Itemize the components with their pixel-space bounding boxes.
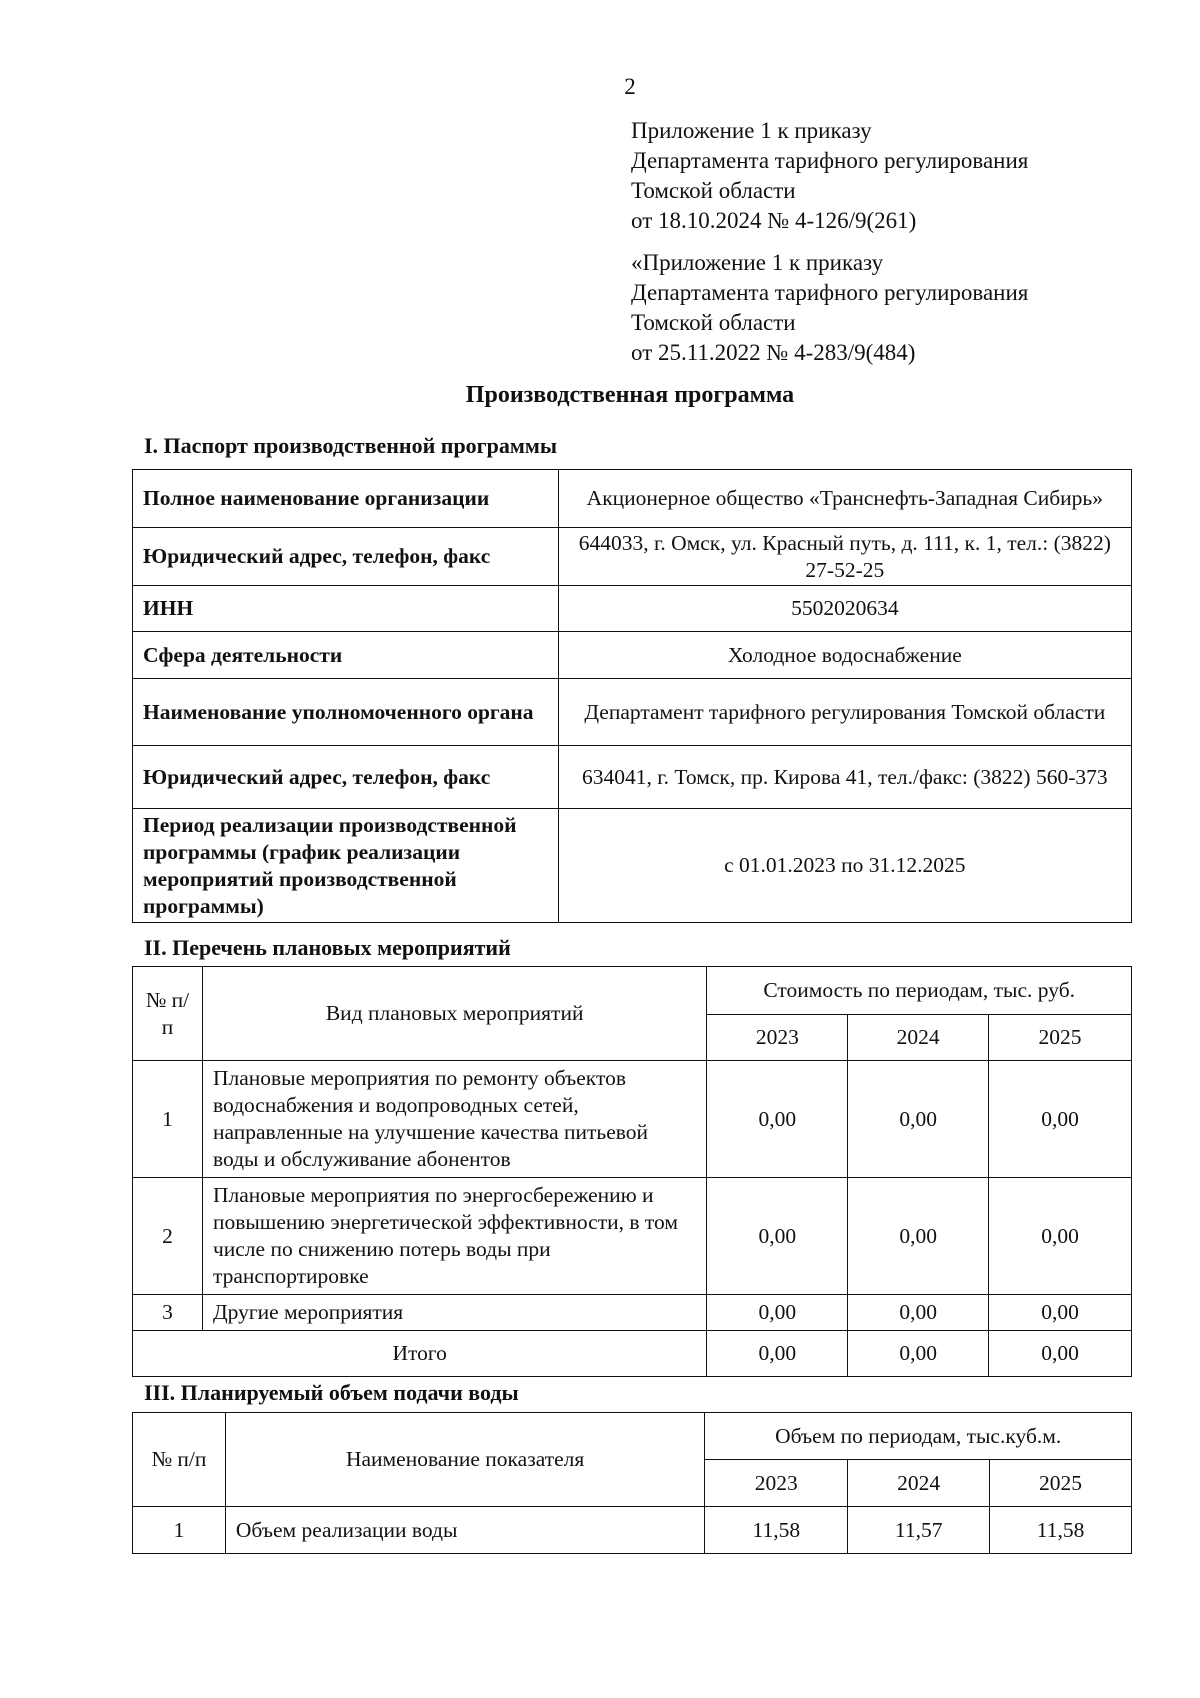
appendix-line: Томской области [631,310,796,335]
year-header: 2025 [990,1460,1132,1507]
cost-value: 0,00 [707,1295,848,1331]
passport-value: Департамент тарифного регулирования Томской области [558,679,1131,746]
row-number: 1 [133,1507,226,1554]
appendix-line: «Приложение 1 к приказу [631,250,884,275]
appendix-previous-order [631,248,1028,368]
water-volume-table [132,1412,1132,1554]
appendix-line: Департамента тарифного регулирования [631,280,1029,305]
document-title: Производственная программа [465,382,795,408]
column-header-number: № п/п [133,1413,226,1507]
table-row [133,746,1132,809]
activity-name: Плановые мероприятия по ремонту объектов водоснабжения и водопроводных сетей, направленные на улучшение качества питьевой воды и обслуживание абонентов [202,1061,706,1178]
appendix-line: Приложение 1 к приказу [631,118,872,143]
cost-value: 0,00 [848,1061,989,1178]
cost-value: 0,00 [848,1178,989,1295]
total-label: Итого [133,1331,707,1377]
appendix-line: Департамента тарифного регулирования [631,148,1029,173]
volume-value: 11,58 [705,1507,848,1554]
section-3-title: III. Планируемый объем подачи воды [144,1380,519,1405]
passport-label: Наименование уполномоченного органа [133,679,559,746]
table-row [133,1061,1132,1178]
column-header-cost: Стоимость по периодам, тыс. руб. [707,967,1132,1015]
volume-value: 11,57 [848,1507,990,1554]
total-value: 0,00 [848,1331,989,1377]
column-header-volume: Объем по периодам, тыс.куб.м. [705,1413,1132,1460]
total-row [133,1331,1132,1377]
table-row [133,679,1132,746]
row-number: 2 [133,1178,203,1295]
passport-value: с 01.01.2023 по 31.12.2025 [558,809,1131,923]
row-number: 3 [133,1295,203,1331]
appendix-line: от 18.10.2024 № 4-126/9(261) [631,208,917,233]
appendix-line: от 25.11.2022 № 4-283/9(484) [631,340,916,365]
table-row [133,528,1132,586]
cost-value: 0,00 [989,1178,1132,1295]
volume-value: 11,58 [990,1507,1132,1554]
cost-value: 0,00 [989,1061,1132,1178]
table-row [133,632,1132,679]
table-header-row [133,1413,1132,1460]
section-1-title: I. Паспорт производственной программы [144,433,558,458]
appendix-line: Томской области [631,178,796,203]
table-header-row [133,967,1132,1015]
passport-label: Полное наименование организации [133,470,559,528]
cost-value: 0,00 [707,1061,848,1178]
table-row [133,1507,1132,1554]
table-row [133,586,1132,632]
year-header: 2023 [707,1015,848,1061]
planned-activities-table [132,966,1132,1377]
passport-value: 5502020634 [558,586,1131,632]
passport-label: Сфера деятельности [133,632,559,679]
year-header: 2023 [705,1460,848,1507]
cost-value: 0,00 [707,1178,848,1295]
row-number: 1 [133,1061,203,1178]
column-header-indicator: Наименование показателя [225,1413,704,1507]
year-header: 2024 [848,1460,990,1507]
passport-value: Акционерное общество «Транснефть-Западная Сибирь» [558,470,1131,528]
passport-label: Юридический адрес, телефон, факс [133,746,559,809]
passport-label: Юридический адрес, телефон, факс [133,528,559,586]
table-row [133,470,1132,528]
page-number: 2 [624,74,636,99]
passport-table [132,469,1132,923]
passport-value: 634041, г. Томск, пр. Кирова 41, тел./факс: (3822) 560-373 [558,746,1131,809]
table-row [133,809,1132,923]
passport-label: Период реализации производственной программы (график реализации мероприятий производственной программы) [133,809,559,923]
total-value: 0,00 [989,1331,1132,1377]
indicator-name: Объем реализации воды [225,1507,704,1554]
passport-label: ИНН [133,586,559,632]
year-header: 2025 [989,1015,1132,1061]
table-row [133,1178,1132,1295]
cost-value: 0,00 [989,1295,1132,1331]
activity-name: Другие мероприятия [202,1295,706,1331]
column-header-activity: Вид плановых мероприятий [202,967,706,1061]
total-value: 0,00 [707,1331,848,1377]
table-row [133,1295,1132,1331]
activity-name: Плановые мероприятия по энергосбережению и повышению энергетической эффективности, в том числе по снижению потерь воды при транспортировке [202,1178,706,1295]
passport-value: 644033, г. Омск, ул. Красный путь, д. 111, к. 1, тел.: (3822) 27-52-25 [558,528,1131,586]
year-header: 2024 [848,1015,989,1061]
cost-value: 0,00 [848,1295,989,1331]
column-header-number: № п/п [133,967,203,1061]
appendix-current-order [631,116,1028,236]
passport-value: Холодное водоснабжение [558,632,1131,679]
section-2-title: II. Перечень плановых мероприятий [144,935,511,960]
